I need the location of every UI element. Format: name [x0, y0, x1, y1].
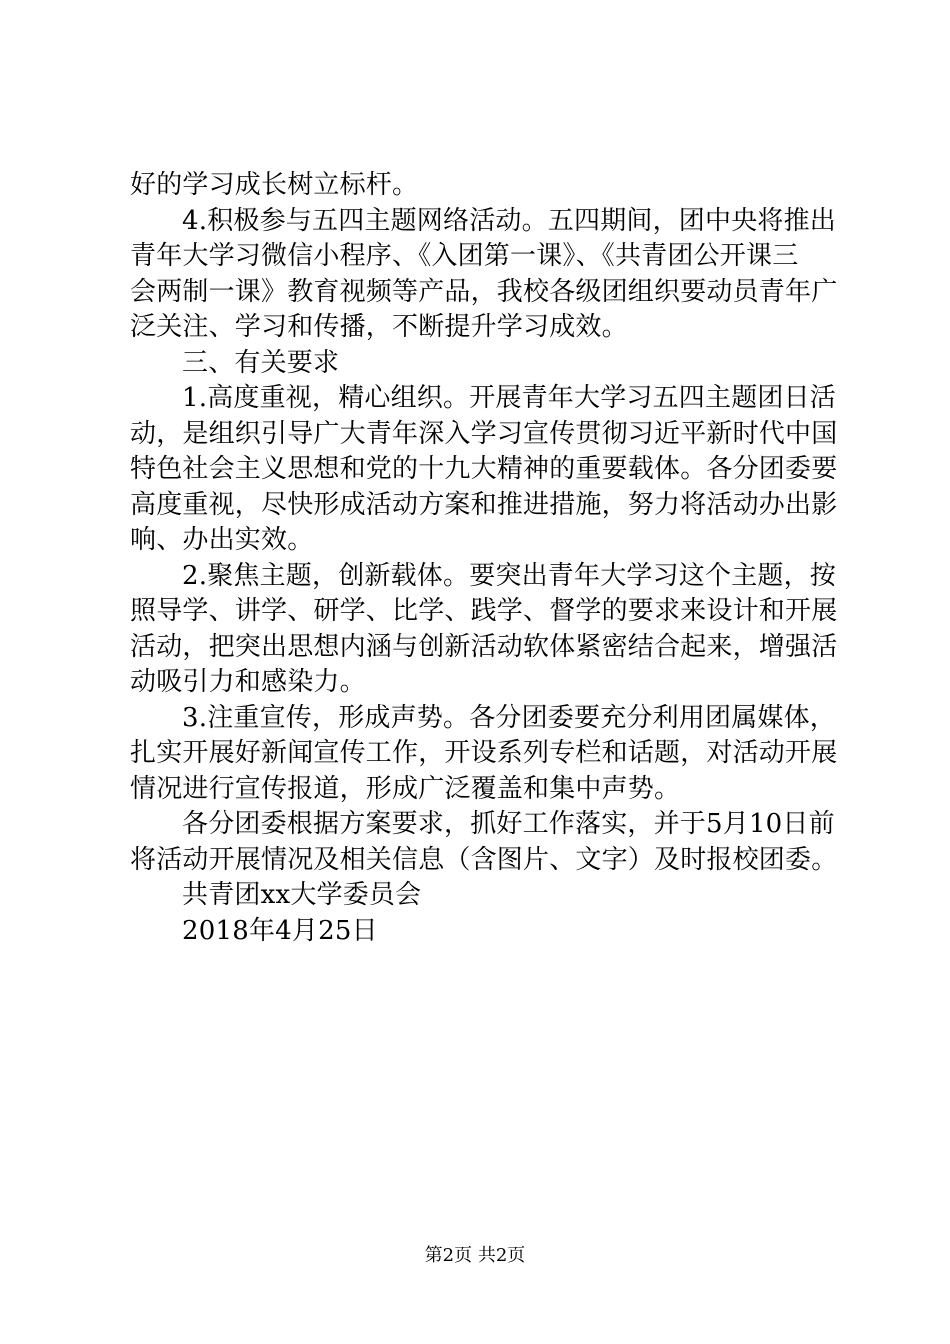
signature-organization: 共青团xx大学委员会 [182, 880, 422, 910]
text-line-1: 好的学习成长树立标杆。 [130, 170, 419, 200]
text-line-18: 情况进行宣传报道，形成广泛覆盖和集中声势。 [130, 773, 681, 804]
text-line-10: 高度重视，尽快形成活动方案和推进措施，努力将活动办出影 [130, 489, 838, 520]
text-line-13: 照导学、讲学、研学、比学、践学、督学的要求来设计和开展 [130, 596, 838, 626]
text-line-11: 响、办出实效。 [130, 525, 314, 555]
text-line-2: 4.积极参与五四主题网络活动。五四期间，团中央将推出 [182, 205, 837, 236]
text-line-9: 特色社会主义思想和党的十九大精神的重要载体。各分团委要 [130, 454, 838, 484]
text-line-12: 2.聚焦主题，创新载体。要突出青年大学习这个主题，按 [182, 560, 837, 591]
page-number: 第2页 共2页 [424, 1245, 526, 1266]
section-heading: 三、有关要求 [182, 347, 340, 378]
text-line-20: 将活动开展情况及相关信息（含图片、文字）及时报校团委。 [130, 844, 838, 875]
text-line-17: 扎实开展好新闻宣传工作，开设系列专栏和话题，对活动开展 [130, 738, 838, 768]
text-line-3: 青年大学习微信小程序、《入团第一课》、《共青团公开课三 [130, 241, 799, 271]
text-line-4: 会两制一课》教育视频等产品，我校各级团组织要动员青年广 [130, 276, 838, 307]
text-line-19: 各分团委根据方案要求，抓好工作落实，并于5月10日前 [182, 809, 835, 839]
text-line-5: 泛关注、学习和传播，不断提升学习成效。 [130, 312, 628, 342]
text-line-15: 动吸引力和感染力。 [130, 667, 366, 697]
text-line-7: 1.高度重视，精心组织。开展青年大学习五四主题团日活 [182, 383, 837, 413]
text-line-14: 活动，把突出思想内涵与创新活动软体紧密结合起来，增强活 [130, 631, 838, 662]
text-line-8: 动，是组织引导广大青年深入学习宣传贯彻习近平新时代中国 [130, 418, 838, 449]
document-body [130, 168, 838, 949]
text-line-16: 3.注重宣传，形成声势。各分团委要充分利用团属媒体， [182, 702, 837, 733]
signature-date: 2018年4月25日 [182, 915, 378, 946]
